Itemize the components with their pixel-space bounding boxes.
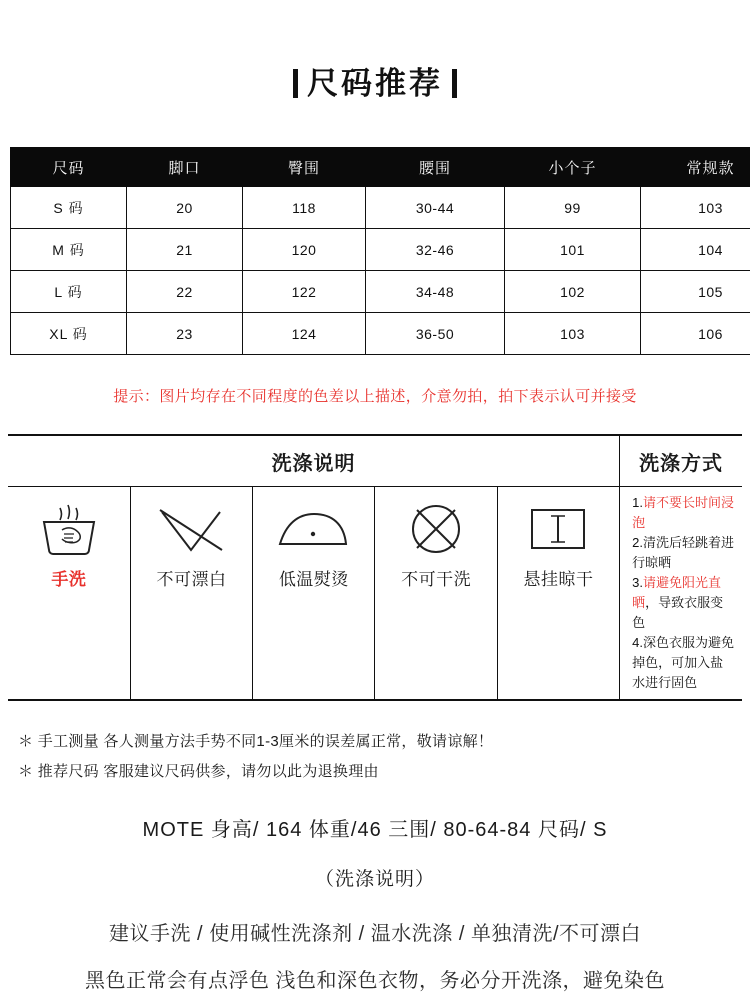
size-table-container bbox=[10, 147, 740, 355]
size-cell: 120 bbox=[243, 229, 366, 271]
size-table-header-cell: 常规款 bbox=[641, 148, 750, 187]
size-table-header-cell: 尺码 bbox=[11, 148, 127, 187]
size-table-header-cell: 小个子 bbox=[505, 148, 641, 187]
page-title bbox=[0, 0, 750, 103]
wash-care-container bbox=[8, 434, 742, 701]
wash-step-text: 请不要长时间浸泡 bbox=[632, 495, 734, 530]
size-table-header-row bbox=[11, 148, 750, 187]
measurement-footnotes bbox=[18, 727, 750, 787]
size-table-header-cell: 臀围 bbox=[243, 148, 366, 187]
wash-step-number: 3. bbox=[632, 575, 643, 590]
title-bar-left bbox=[293, 69, 298, 98]
wash-step-item bbox=[632, 533, 734, 573]
size-cell: M 码 bbox=[11, 229, 127, 271]
low-temp-iron-icon bbox=[254, 495, 373, 563]
no-bleach-icon bbox=[132, 495, 251, 563]
size-cell: 21 bbox=[127, 229, 243, 271]
size-cell: 99 bbox=[505, 187, 641, 229]
page-title-text: 尺码推荐 bbox=[307, 66, 443, 101]
size-cell: 30-44 bbox=[366, 187, 505, 229]
wash-step-text: 请避免阳光直晒 bbox=[632, 575, 721, 610]
wash-instructions-header: 洗涤说明 bbox=[8, 436, 620, 487]
table-row bbox=[11, 313, 750, 355]
size-table bbox=[10, 147, 750, 355]
wash-instructions-subheader: （洗涤说明） bbox=[314, 869, 435, 890]
size-cell: 34-48 bbox=[366, 271, 505, 313]
wash-step-list bbox=[632, 493, 734, 693]
color-difference-notice: 提示：图片均存在不同程度的色差以上描述，介意勿拍，拍下表示认可并接受 bbox=[113, 388, 637, 405]
no-dry-clean-icon bbox=[376, 495, 495, 563]
table-row bbox=[11, 187, 750, 229]
wash-care-table bbox=[8, 436, 742, 699]
size-cell: 124 bbox=[243, 313, 366, 355]
title-bar-right bbox=[452, 69, 457, 98]
size-cell: 105 bbox=[641, 271, 750, 313]
wash-step-item bbox=[632, 633, 734, 693]
wash-step-item bbox=[632, 573, 734, 633]
size-cell: 36-50 bbox=[366, 313, 505, 355]
wash-method-steps bbox=[620, 487, 742, 700]
wash-icon-cell-no-bleach bbox=[130, 487, 252, 700]
size-cell: 22 bbox=[127, 271, 243, 313]
size-cell: 101 bbox=[505, 229, 641, 271]
wash-advice-line-2: 黑色正常会有点浮色 浅色和深色衣物，务必分开洗涤，避免染色 bbox=[84, 970, 666, 992]
wash-icon-label: 不可漂白 bbox=[156, 570, 227, 589]
wash-step-number: 1. bbox=[632, 495, 643, 510]
footnote-line: ＊ 推荐尺码 客服建议尺码供参，请勿以此为退换理由 bbox=[18, 763, 379, 780]
size-cell: 102 bbox=[505, 271, 641, 313]
size-cell: 23 bbox=[127, 313, 243, 355]
wash-care-header-row bbox=[8, 436, 742, 487]
wash-icon-label: 低温熨烫 bbox=[278, 570, 349, 589]
wash-icon-cell-hang-dry bbox=[497, 487, 619, 700]
wash-step-text: 深色衣服为避免掉色，可加入盐水进行固色 bbox=[632, 635, 734, 690]
table-row bbox=[11, 271, 750, 313]
table-row bbox=[11, 229, 750, 271]
wash-advice-line-1: 建议手洗 / 使用碱性洗涤剂 / 温水洗涤 / 单独清洗/不可漂白 bbox=[108, 923, 642, 945]
wash-step-text-suffix: ，导致衣服变色 bbox=[632, 595, 724, 630]
wash-icon-cell-hand-wash bbox=[8, 487, 130, 700]
wash-care-icon-row bbox=[8, 487, 742, 700]
size-cell: 20 bbox=[127, 187, 243, 229]
wash-icon-label: 手洗 bbox=[51, 570, 87, 589]
footnote-line: ＊ 手工测量 各人测量方法手势不同1-3厘米的误差属正常，敬请谅解！ bbox=[18, 733, 494, 750]
wash-step-number: 2. bbox=[632, 535, 643, 550]
hand-wash-icon bbox=[9, 495, 129, 563]
size-table-header-cell: 脚口 bbox=[127, 148, 243, 187]
wash-step-text: 清洗后轻跳着进行晾晒 bbox=[632, 535, 734, 570]
size-cell: 118 bbox=[243, 187, 366, 229]
wash-icon-cell-no-dry-clean bbox=[375, 487, 497, 700]
wash-icon-cell-low-temp-iron bbox=[253, 487, 375, 700]
size-cell: 32-46 bbox=[366, 229, 505, 271]
wash-method-header: 洗涤方式 bbox=[639, 452, 724, 475]
size-cell: 122 bbox=[243, 271, 366, 313]
hang-dry-icon bbox=[499, 495, 618, 563]
size-cell: S 码 bbox=[11, 187, 127, 229]
model-info: MOTE 身高/ 164 体重/46 三围/ 80-64-84 尺码/ S bbox=[142, 819, 608, 841]
size-cell: L 码 bbox=[11, 271, 127, 313]
wash-icon-label: 不可干洗 bbox=[401, 570, 472, 589]
wash-step-number: 4. bbox=[632, 635, 643, 650]
wash-step-item bbox=[632, 493, 734, 533]
wash-icon-label: 悬挂晾干 bbox=[523, 570, 594, 589]
size-cell: 103 bbox=[505, 313, 641, 355]
size-cell: 104 bbox=[641, 229, 750, 271]
size-cell: 106 bbox=[641, 313, 750, 355]
size-table-header-cell: 腰围 bbox=[366, 148, 505, 187]
size-cell: XL 码 bbox=[11, 313, 127, 355]
size-cell: 103 bbox=[641, 187, 750, 229]
